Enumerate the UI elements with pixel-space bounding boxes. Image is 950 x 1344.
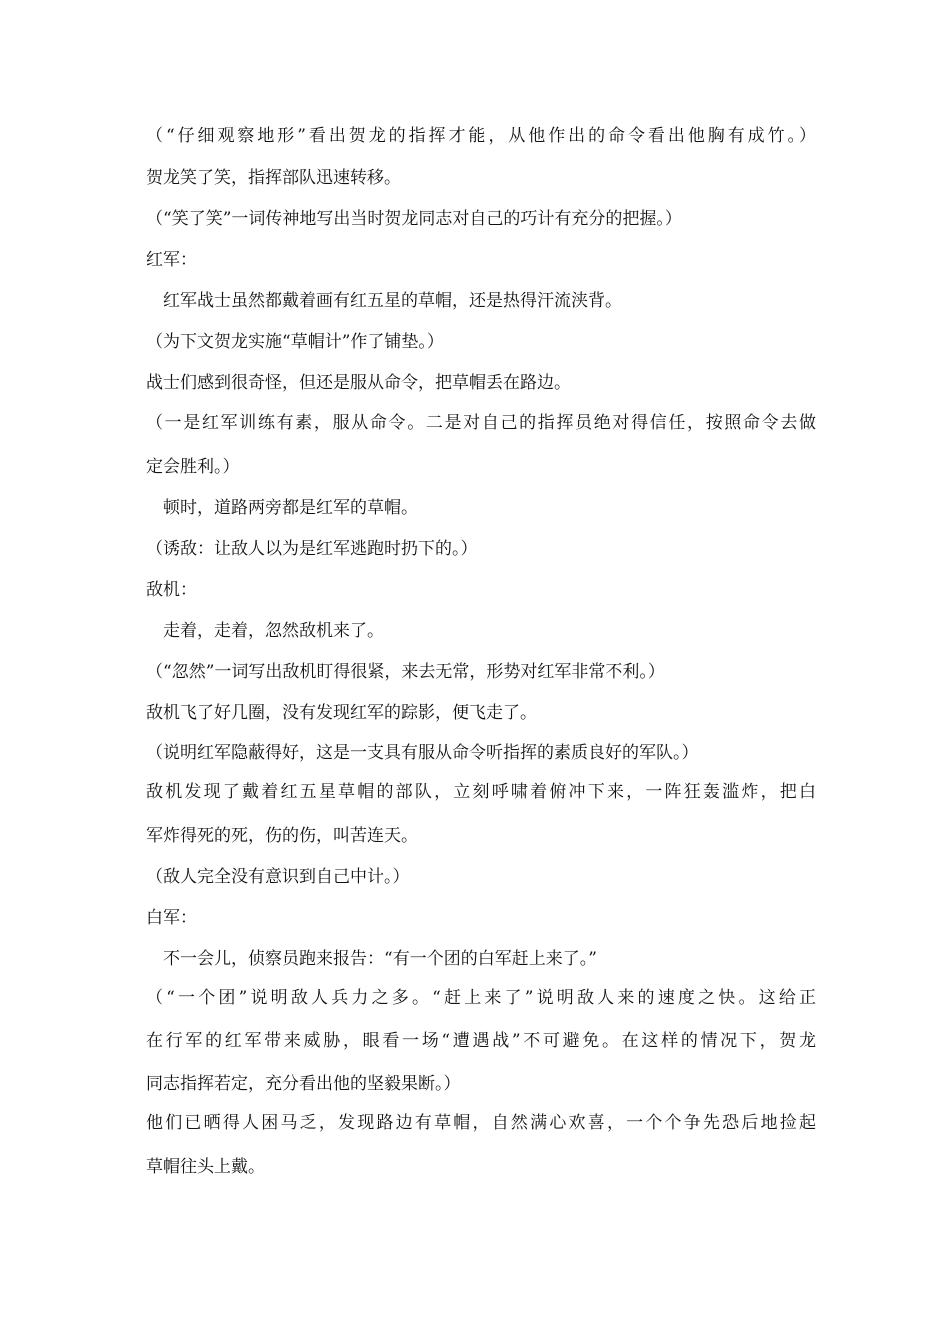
text-line-11: （诱敌：让敌人以为是红军逃跑时扔下的。） [146, 539, 478, 559]
text-line-8: （一是红军训练有素，服从命令。二是对自己的指挥员绝对得信任，按照命令去做 [146, 413, 816, 433]
text-line-17: 敌机发现了戴着红五星草帽的部队，立刻呼啸着俯冲下来，一阵狂轰滥炸，把白 [146, 782, 816, 802]
section-heading-enemy-aircraft: 敌机： [146, 580, 197, 600]
text-line-22: （“一个团”说明敌人兵力之多。“赶上来了”说明敌人来的速度之快。这给正 [146, 988, 816, 1008]
text-line-2: 贺龙笑了笑，指挥部队迅速转移。 [146, 168, 401, 188]
section-heading-red-army: 红军： [146, 250, 197, 270]
text-line-13: 走着，走着，忽然敌机来了。 [163, 621, 384, 641]
text-line-15: 敌机飞了好几圈，没有发现红军的踪影，便飞走了。 [146, 703, 537, 723]
text-line-18: 军炸得死的死，伤的伤，叫苦连天。 [146, 826, 418, 846]
text-line-3: （“笑了笑”一词传神地写出当时贺龙同志对自己的巧计有充分的把握。） [146, 209, 682, 229]
text-line-5: 红军战士虽然都戴着画有红五星的草帽，还是热得汗流浃背。 [163, 291, 622, 311]
section-heading-white-army: 白军： [146, 908, 197, 928]
text-line-23: 在行军的红军带来威胁，眼看一场“遭遇战”不可避免。在这样的情况下，贺龙 [146, 1031, 816, 1051]
text-line-26: 草帽往头上戴。 [146, 1157, 265, 1177]
text-line-21: 不一会儿，侦察员跑来报告：“有一个团的白军赶上来了。” [163, 949, 597, 969]
text-line-25: 他们已晒得人困马乏，发现路边有草帽，自然满心欢喜，一个个争先恐后地捡起 [146, 1113, 816, 1133]
text-line-9: 定会胜利。） [146, 457, 240, 477]
text-line-10: 顿时，道路两旁都是红军的草帽。 [163, 498, 418, 518]
text-line-19: （敌人完全没有意识到自己中计。） [146, 867, 410, 887]
text-line-1: （“仔细观察地形”看出贺龙的指挥才能，从他作出的命令看出他胸有成竹。） [146, 126, 816, 146]
text-line-16: （说明红军隐蔽得好，这是一支具有服从命令听指挥的素质良好的军队。） [146, 743, 699, 763]
text-line-7: 战士们感到很奇怪，但还是服从命令，把草帽丢在路边。 [146, 373, 571, 393]
text-line-14: （“忽然”一词写出敌机盯得很紧，来去无常，形势对红军非常不利。） [146, 662, 665, 682]
text-line-6: （为下文贺龙实施“草帽计”作了铺垫。） [146, 332, 444, 352]
text-line-24: 同志指挥若定，充分看出他的坚毅果断。） [146, 1074, 461, 1094]
